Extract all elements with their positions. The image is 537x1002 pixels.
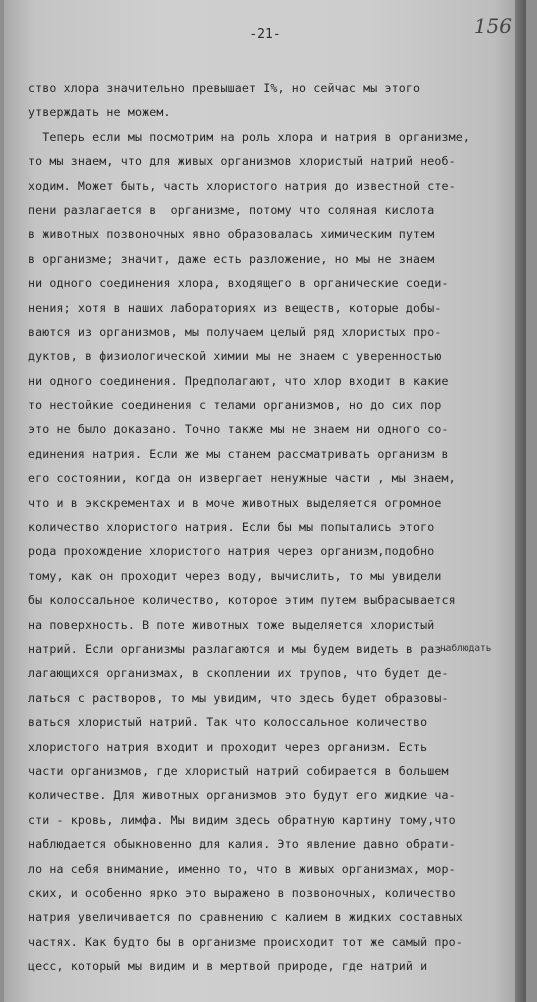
page-edge-shadow: [515, 0, 526, 1002]
text-line: что и в экскрементах и в моче животных выделяется огромное: [28, 495, 442, 510]
text-line: цесс, который мы видим и в мертвой природе, где натрий и: [28, 959, 428, 974]
page-number: -21-: [249, 27, 281, 42]
text-line: наблюдается обыкновенно для калия. Это явление давно обрати-: [28, 837, 456, 852]
text-line: дуктов, в физиологической химии мы не знаем с уверенностью: [28, 349, 442, 364]
text-line: натрия увеличивается по сравнению с калием в жидких составных: [28, 910, 463, 925]
text-line: пени разлагается в организме, потому что соляная кислота: [28, 202, 435, 217]
text-line: ни одного соединения хлора, входящего в органические соеди-: [28, 276, 449, 291]
text-line: ваться хлористый натрий. Так что колоссальное количество: [28, 715, 428, 730]
text-line: количестве. Для животных организмов это будут его жидкие ча-: [28, 788, 456, 803]
text-line: это не было доказано. Точно также мы не знаем ни одного со-: [28, 422, 449, 437]
text-line: то нестойкие соединения с телами организмов, но до сих пор: [28, 398, 442, 413]
text-line: то мы знаем, что для живых организмов хлористый натрий необ-: [28, 154, 456, 169]
text-line: в организме; значит, даже есть разложение, но мы не знаем: [28, 251, 435, 266]
text-line: части организмов, где хлористый натрий собирается в большем: [28, 763, 449, 778]
text-line: ство хлора значительно превышает I%, но сейчас мы этого: [28, 81, 421, 95]
typewritten-body: [28, 76, 520, 978]
text-line: ских, и особенно ярко это выражено в позвоночных, количество: [28, 885, 456, 900]
text-line: частях. Как будто бы в организме происходит тот же самый про-: [28, 934, 463, 949]
archive-page-mark: 156: [473, 14, 512, 38]
text-line: рода прохождение хлористого натрия через организм,подобно: [28, 544, 435, 559]
text-line: количество хлористого натрия. Если бы мы попытались этого: [28, 520, 435, 535]
text-line: в животных позвоночных явно образовалась химическим путем: [28, 227, 435, 242]
text-line: сти - кровь, лимфа. Мы видим здесь обратную картину тому,что: [28, 812, 456, 827]
text-line: нения; хотя в наших лабораториях из веществ, которые добы-: [28, 300, 442, 315]
text-line: единения натрия. Если же мы станем рассматривать организм в: [28, 446, 449, 461]
text-line: ни одного соединения. Предполагают, что хлор входит в какие: [28, 373, 449, 388]
text-line: тому, как он проходит через воду, вычислить, то мы увидели: [28, 568, 442, 583]
text-line: латься с растворов, то мы увидим, что здесь будет образовы-: [28, 690, 449, 705]
text-line: хлористого натрия входит и проходит через организм. Есть: [28, 739, 428, 754]
text-line: утверждать не можем.: [28, 105, 171, 120]
text-line: ваются из организмов, мы получаем целый ряд хлористых про-: [28, 324, 442, 339]
text-line: бы колоссальное количество, которое этим путем выбрасывается: [28, 593, 456, 608]
text-line: ло на себя внимание, именно то, что в живых организмах, мор-: [28, 861, 456, 876]
text-line: его состоянии, когда он извергает ненужные части , мы знаем,: [28, 471, 456, 486]
text-line: Теперь если мы посмотрим на роль хлора и натрия в организме,: [28, 129, 471, 144]
text-line: натрий. Если организмы разлагаются и мы будем видеть в раз-: [28, 641, 449, 656]
text-line: ходим. Может быть, часть хлористого натрия до известной сте-: [28, 178, 456, 193]
text-line: на поверхность. В поте животных тоже выделяется хлористый: [28, 617, 435, 632]
document-page: [4, 0, 526, 1002]
text-line: лагающихся организмах, в скоплении их трупов, что будет де-: [28, 666, 449, 681]
handwritten-insertion: наблюдать: [440, 643, 492, 654]
